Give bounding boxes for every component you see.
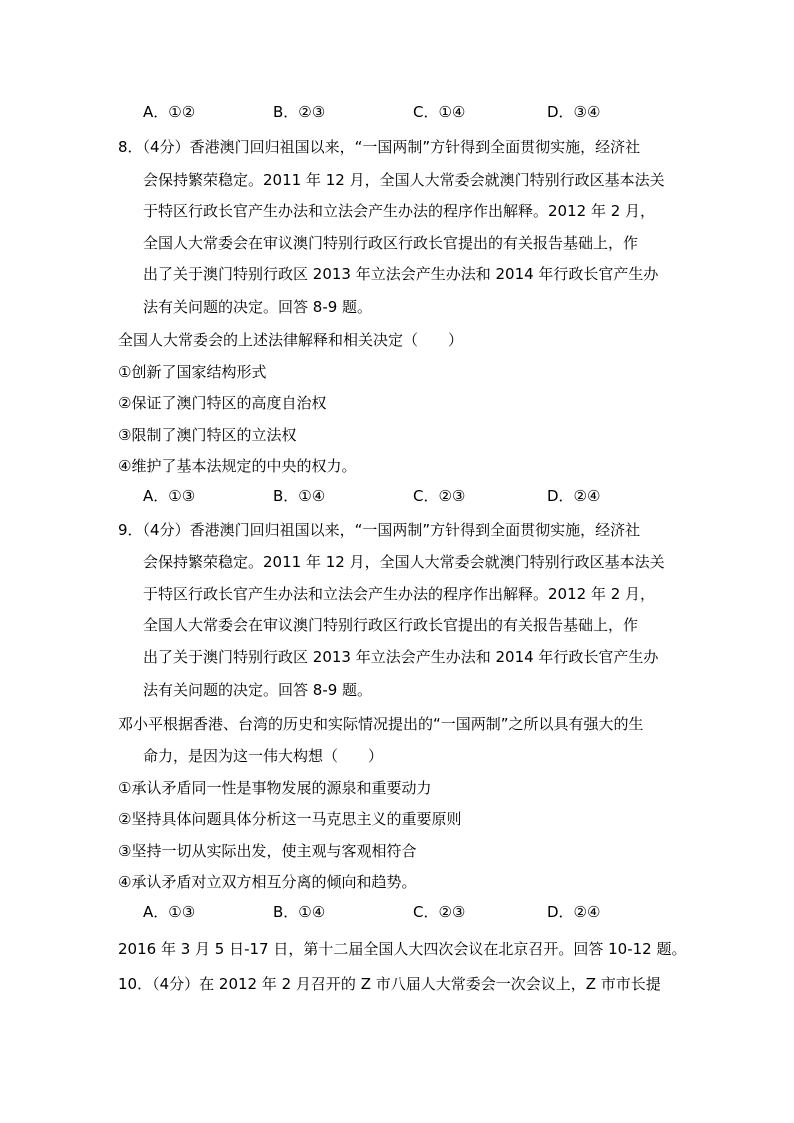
q9-stem-1: 邓小平根据香港、台湾的历史和实际情况提出的“一国两制”之所以具有强大的生 xyxy=(118,715,644,733)
q8-option-b: B．①④ xyxy=(273,487,326,505)
q8-item-2: ②保证了澳门特区的高度自治权 xyxy=(118,394,327,412)
q8-line-4: 全国人大常委会在审议澳门特别行政区行政长官提出的有关报告基础上，作 xyxy=(143,234,639,252)
q8-line-5: 出了关于澳门特别行政区 2013 年立法会产生办法和 2014 年行政长官产生办 xyxy=(143,265,659,283)
option-b: B．②③ xyxy=(273,103,326,121)
q8-item-4: ④维护了基本法规定的中央的权力。 xyxy=(118,457,357,475)
q8-line-1: 8．（4分）香港澳门回归祖国以来，“一国两制”方针得到全面贯彻实施，经济社 xyxy=(118,138,641,156)
q9-option-d: D．②④ xyxy=(547,903,601,921)
q9-line-1: 9．（4分）香港澳门回归祖国以来，“一国两制”方针得到全面贯彻实施，经济社 xyxy=(118,521,641,539)
q8-option-d: D．②④ xyxy=(547,487,601,505)
q9-item-1: ①承认矛盾同一性是事物发展的源泉和重要动力 xyxy=(118,779,432,797)
q9-stem-2: 命力，是因为这一伟大构想（ ） xyxy=(143,747,384,765)
q9-item-4: ④承认矛盾对立双方相互分离的倾向和趋势。 xyxy=(118,873,417,891)
q9-option-b: B．①④ xyxy=(273,903,326,921)
q8-option-a: A．①③ xyxy=(143,487,196,505)
q9-option-a: A．①③ xyxy=(143,903,196,921)
q8-line-2: 会保持繁荣稳定。2011 年 12 月，全国人大常委会就澳门特别行政区基本法关 xyxy=(143,171,665,189)
q8-line-3: 于特区行政长官产生办法和立法会产生办法的程序作出解释。2012 年 2 月， xyxy=(143,202,656,220)
q10-line-1: 10．（4分）在 2012 年 2 月召开的 Z 市八届人大常委会一次会议上，Z 市市长提 xyxy=(118,975,661,993)
q9-line-6: 法有关问题的决定。回答 8-9 题。 xyxy=(143,681,373,699)
q9-line-3: 于特区行政长官产生办法和立法会产生办法的程序作出解释。2012 年 2 月， xyxy=(143,585,656,603)
q8-item-3: ③限制了澳门特区的立法权 xyxy=(118,426,297,444)
q9-item-2: ②坚持具体问题具体分析这一马克思主义的重要原则 xyxy=(118,810,462,828)
q8-stem: 全国人大常委会的上述法律解释和相关决定（ ） xyxy=(118,331,464,349)
q8-item-1: ①创新了国家结构形式 xyxy=(118,363,267,381)
q8-option-c: C．②③ xyxy=(413,487,466,505)
q10-12-intro: 2016 年 3 月 5 日-17 日，第十二届全国人大四次会议在北京召开。回答 10-12 题。 xyxy=(118,940,687,958)
option-a: A．①② xyxy=(143,103,196,121)
q9-item-3: ③坚持一切从实际出发，使主观与客观相符合 xyxy=(118,842,417,860)
option-d: D．③④ xyxy=(547,103,601,121)
q9-line-5: 出了关于澳门特别行政区 2013 年立法会产生办法和 2014 年行政长官产生办 xyxy=(143,648,659,666)
q9-line-4: 全国人大常委会在审议澳门特别行政区行政长官提出的有关报告基础上，作 xyxy=(143,616,639,634)
q9-line-2: 会保持繁荣稳定。2011 年 12 月，全国人大常委会就澳门特别行政区基本法关 xyxy=(143,553,665,571)
q8-line-6: 法有关问题的决定。回答 8-9 题。 xyxy=(143,298,373,316)
q9-option-c: C．②③ xyxy=(413,903,466,921)
option-c: C．①④ xyxy=(413,103,466,121)
